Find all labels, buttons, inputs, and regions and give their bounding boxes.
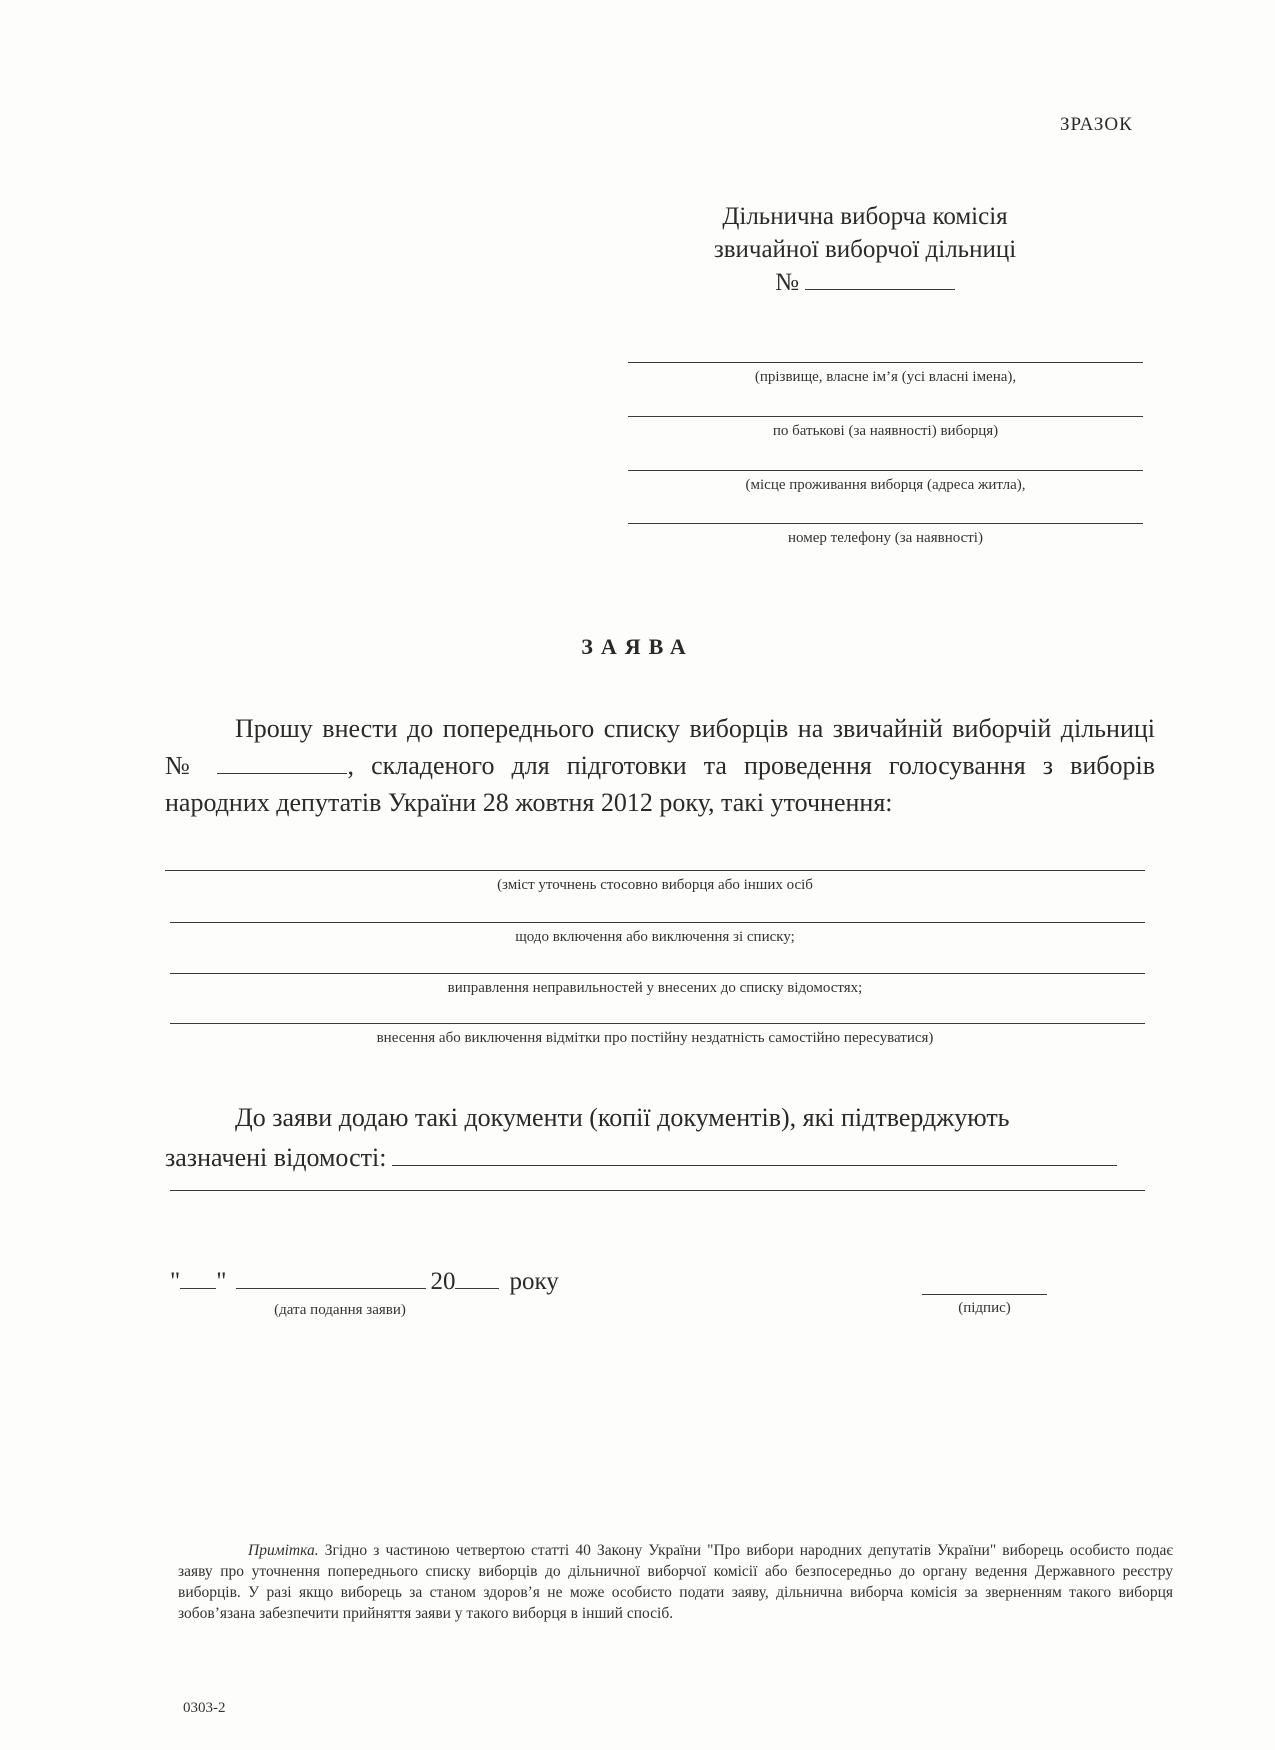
note-text: Згідно з частиною четвертою статті 40 Закону України "Про вибори народних депутатів України" виборець особисто подає заяву про уточнення попереднього списку виборців до дільничної виборчої комісії або безпосередньо до органу ведення Державного реєстру виборців. У разі якщо виборець за станом здоров’я не може особисто подати заяву, дільнична виборча комісія за зверненням такого виборця зобов’язана забезпечити прийняття заяви у такого виборця в інший спосіб. bbox=[178, 1542, 1173, 1622]
year-suffix: року bbox=[509, 1268, 559, 1295]
open-quote: " bbox=[170, 1268, 181, 1295]
clarification-caption-3: виправлення неправильностей у внесених до списку відомостях; bbox=[447, 980, 863, 996]
signature-caption: (підпис) bbox=[958, 1300, 1011, 1316]
addressee-line-2: звичайної виборчої дільниці bbox=[713, 236, 1017, 263]
document-title: ЗАЯВА bbox=[581, 634, 694, 659]
clarification-field-2[interactable] bbox=[170, 922, 1145, 923]
request-paragraph bbox=[165, 710, 1155, 821]
month-field[interactable] bbox=[236, 1268, 426, 1289]
year-field[interactable] bbox=[455, 1268, 499, 1289]
note-block bbox=[178, 1540, 1173, 1624]
district-number-field[interactable] bbox=[217, 751, 347, 774]
day-field[interactable] bbox=[180, 1268, 216, 1289]
applicant-name-field[interactable] bbox=[628, 362, 1143, 363]
addressee-line-1: Дільнична виборча комісія bbox=[722, 203, 1008, 230]
applicant-name-caption: (прізвище, власне ім’я (усі власні імена), bbox=[754, 369, 1017, 385]
form-code: 0303-2 bbox=[183, 1700, 226, 1716]
signature-field[interactable] bbox=[922, 1294, 1047, 1295]
clarification-caption-2: щодо включення або виключення зі списку; bbox=[515, 929, 795, 945]
documents-field-1[interactable] bbox=[392, 1143, 1117, 1166]
clarification-caption-1: (зміст уточнень стосовно виборця або інших осіб bbox=[497, 877, 813, 893]
documents-paragraph bbox=[165, 1098, 1160, 1178]
polling-station-number-field[interactable] bbox=[805, 267, 955, 290]
request-text-2: , складеного для підготовки та проведення голосування з виборів народних депутатів України 28 жовтня 2012 року, такі уточнення: bbox=[165, 751, 1156, 817]
applicant-phone-caption: номер телефону (за наявності) bbox=[788, 530, 983, 546]
documents-text-2: зазначені відомості: bbox=[165, 1143, 387, 1172]
clarification-field-4[interactable] bbox=[170, 1023, 1145, 1024]
close-quote: " bbox=[216, 1268, 227, 1295]
year-prefix: 20 bbox=[430, 1268, 456, 1295]
note-label: Примітка. bbox=[248, 1542, 319, 1559]
request-text-1: Прошу внести до попереднього списку виборців на звичайній виборчій дільниці № bbox=[165, 714, 1155, 780]
clarification-field-3[interactable] bbox=[170, 973, 1145, 974]
polling-station-number bbox=[640, 266, 1090, 299]
clarification-field-1[interactable] bbox=[165, 870, 1145, 871]
documents-field-2[interactable] bbox=[170, 1190, 1145, 1191]
date-caption: (дата подання заяви) bbox=[274, 1302, 406, 1318]
applicant-patronymic-caption: по батькові (за наявності) виборця) bbox=[772, 423, 999, 439]
applicant-phone-field[interactable] bbox=[628, 523, 1143, 524]
number-sign: № bbox=[775, 269, 799, 296]
applicant-address-caption: (місце проживання виборця (адреса житла), bbox=[745, 477, 1026, 493]
applicant-address-field[interactable] bbox=[628, 470, 1143, 471]
documents-text-1: До заяви додаю такі документи (копії документів), які підтверджують bbox=[235, 1103, 1010, 1132]
sample-label: ЗРАЗОК bbox=[1060, 114, 1133, 135]
applicant-patronymic-field[interactable] bbox=[628, 416, 1143, 417]
clarification-caption-4: внесення або виключення відмітки про постійну нездатність самостійно пересуватися) bbox=[376, 1030, 934, 1046]
date-row bbox=[170, 1268, 559, 1296]
addressee-block bbox=[640, 200, 1090, 299]
